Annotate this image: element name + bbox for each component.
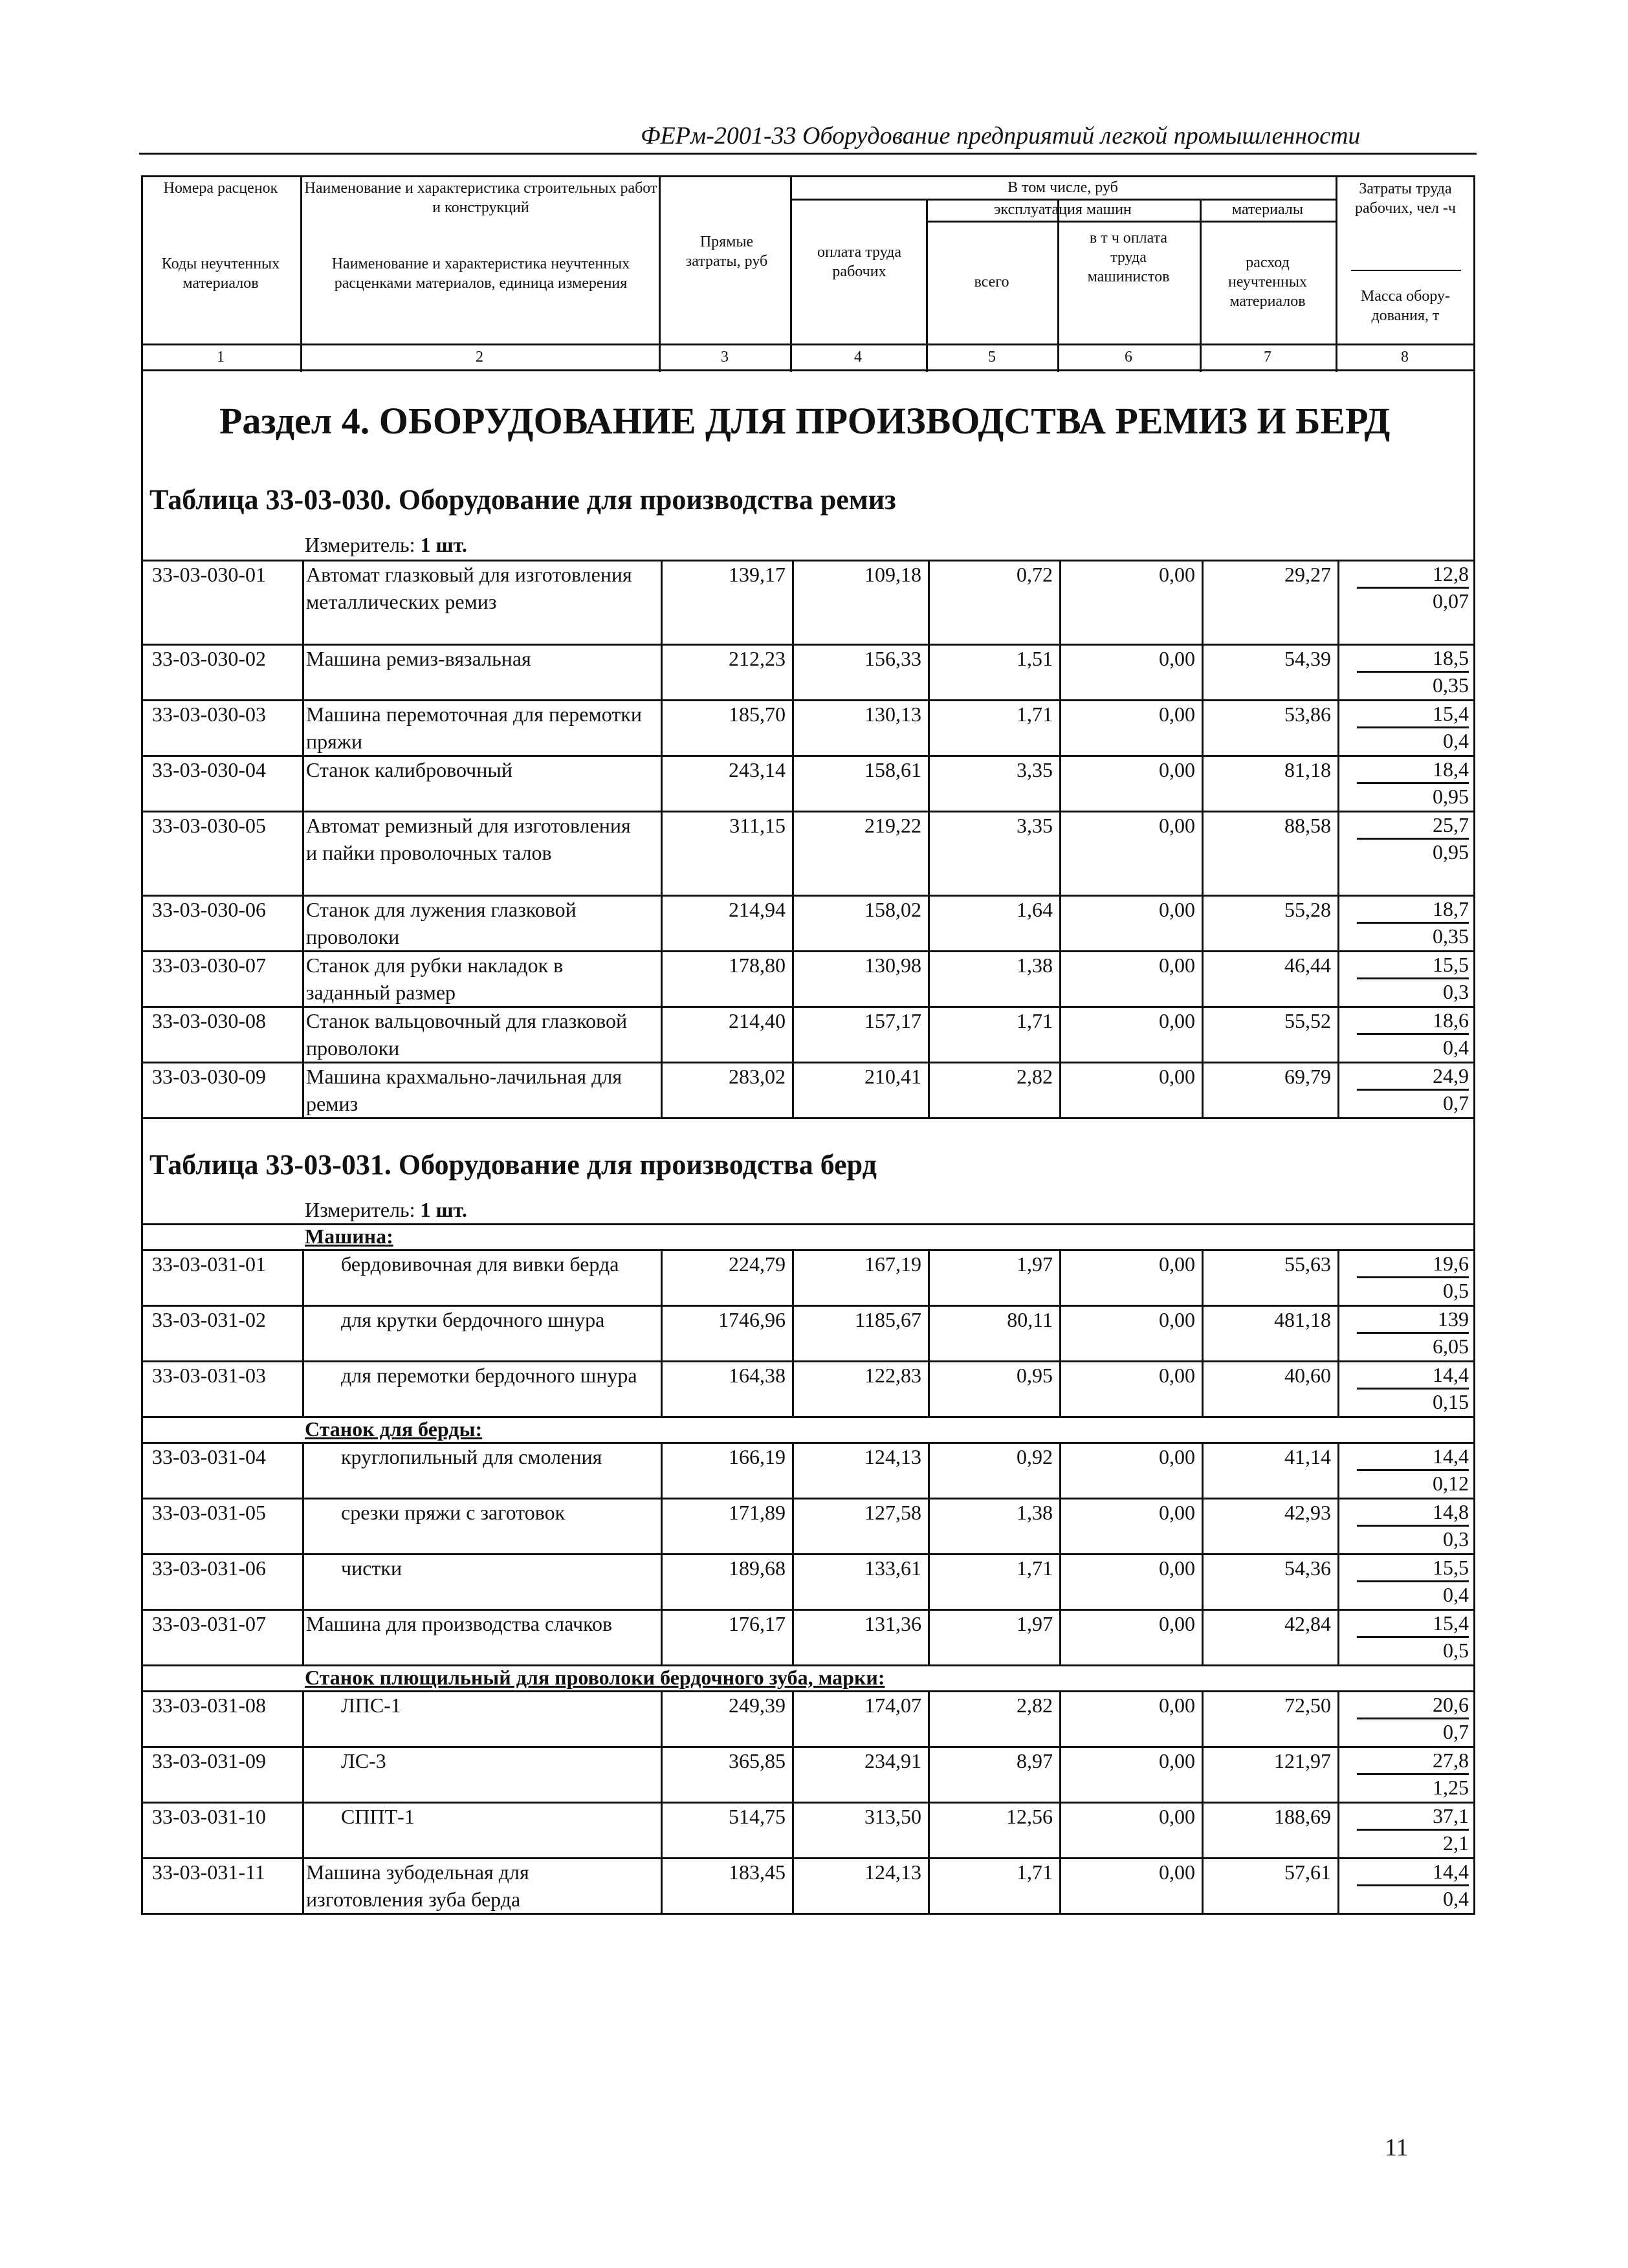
row-labor: 127,58 (864, 1501, 921, 1524)
unit-value: 1 шт. (420, 1198, 467, 1221)
header-bottom-border (141, 343, 1475, 345)
cell-divider (1337, 1609, 1339, 1664)
row-equipment-mass: 0,4 (1443, 729, 1469, 752)
row-equipment-mass: 0,5 (1443, 1279, 1469, 1302)
row-machines: 1,71 (1017, 1860, 1053, 1884)
row-labor: 313,50 (864, 1805, 921, 1828)
cell-divider (1337, 1442, 1339, 1498)
header-left-border (141, 175, 143, 372)
cell-divider (1337, 1553, 1339, 1609)
col2-bottom-label: Наименование и характеристика неучтенных расценками материалов, единица измерения (331, 256, 630, 292)
row-direct: 164,38 (729, 1364, 786, 1387)
row-labor-hours: 24,9 (1357, 1063, 1469, 1091)
row-code: 33-03-030-04 (152, 758, 266, 781)
row-labor-hours: 15,5 (1357, 952, 1469, 979)
row-name: Станок для лужения глазковой проволоки (306, 898, 577, 948)
table-body (141, 372, 1475, 1915)
col-number: 4 (854, 349, 862, 365)
cell-divider (1337, 1857, 1339, 1913)
row-labor: 234,91 (864, 1749, 921, 1772)
row-labor: 158,02 (864, 898, 921, 921)
cell-divider (302, 1609, 304, 1664)
row-direct: 189,68 (729, 1556, 786, 1580)
unit-label: Измеритель: (305, 533, 421, 556)
row-labor: 122,83 (864, 1364, 921, 1387)
row-labor-hours: 18,7 (1357, 896, 1469, 924)
row-name: Станок для рубки накладок в заданный размер (306, 954, 564, 1004)
row-materials: 55,63 (1284, 1252, 1331, 1276)
row-machines: 2,82 (1017, 1065, 1053, 1088)
group-label: Машина: (305, 1225, 393, 1248)
row-materials: 55,28 (1284, 898, 1331, 921)
row-code: 33-03-030-06 (152, 898, 266, 921)
row-materials: 72,50 (1284, 1694, 1331, 1717)
row-equipment-mass: 0,15 (1433, 1390, 1469, 1413)
row-code: 33-03-030-01 (152, 563, 266, 586)
row-equipment-mass: 0,95 (1433, 785, 1469, 808)
row-name: Машина перемоточная для перемотки пряжи (306, 703, 642, 753)
row-equipment-mass: 0,95 (1433, 840, 1469, 864)
row-direct: 139,17 (729, 563, 786, 586)
section-title: Раздел 4. ОБОРУДОВАНИЕ ДЛЯ ПРОИЗВОДСТВА РЕМИЗ И БЕРД (219, 400, 1391, 442)
unit-value: 1 шт. (420, 533, 467, 556)
row-equipment-mass: 0,4 (1443, 1583, 1469, 1606)
row-direct: 249,39 (729, 1694, 786, 1717)
row-machines: 1,64 (1017, 898, 1053, 921)
cell-divider (302, 560, 304, 644)
row-materials: 53,86 (1284, 703, 1331, 726)
col4-label: оплата труда рабочих (817, 244, 902, 280)
cell-divider (1337, 1802, 1339, 1857)
cell-divider (302, 1802, 304, 1857)
col-divider (659, 175, 661, 372)
row-labor-hours: 139 (1357, 1306, 1469, 1334)
row-labor: 130,98 (864, 954, 921, 977)
row-labor: 124,13 (864, 1860, 921, 1884)
row-labor: 131,36 (864, 1612, 921, 1635)
row-labor: 210,41 (864, 1065, 921, 1088)
cell-divider (302, 895, 304, 950)
unit-label: Измеритель: (305, 1198, 421, 1221)
row-labor-hours: 15,5 (1357, 1554, 1469, 1582)
col-number: 6 (1125, 349, 1132, 365)
row-direct: 514,75 (729, 1805, 786, 1828)
group-label: Станок плющильный для проволоки бердочного зуба, марки: (305, 1666, 885, 1689)
row-labor-hours: 14,4 (1357, 1859, 1469, 1886)
row-materials: 481,18 (1274, 1308, 1331, 1331)
row-machine-labor: 0,00 (1159, 1308, 1195, 1331)
row-name: Машина для производства слачков (306, 1612, 613, 1635)
cell-divider (1337, 895, 1339, 950)
row-machine-labor: 0,00 (1159, 814, 1195, 837)
row-direct: 311,15 (729, 814, 786, 837)
row-direct: 243,14 (729, 758, 786, 781)
row-machines: 1,71 (1017, 703, 1053, 726)
row-name: Станок вальцовочный для глазковой проволоки (306, 1009, 628, 1060)
row-machines: 0,95 (1017, 1364, 1053, 1387)
row-materials: 81,18 (1284, 758, 1331, 781)
row-name: Машина крахмально-лачильная для ремиз (306, 1065, 622, 1115)
row-labor-hours: 18,5 (1357, 645, 1469, 673)
row-labor: 219,22 (864, 814, 921, 837)
col5-label: всего (974, 274, 1009, 290)
cell-divider (1337, 950, 1339, 1006)
row-materials: 46,44 (1284, 954, 1331, 977)
row-direct: 283,02 (729, 1065, 786, 1088)
row-machine-labor: 0,00 (1159, 1612, 1195, 1635)
table-end-line (143, 1117, 1475, 1119)
row-materials: 55,52 (1284, 1009, 1331, 1032)
row-labor-hours: 18,6 (1357, 1007, 1469, 1035)
row-equipment-mass: 0,12 (1433, 1472, 1469, 1495)
col-number: 2 (476, 349, 483, 365)
row-machine-labor: 0,00 (1159, 1694, 1195, 1717)
row-machines: 0,92 (1017, 1445, 1053, 1468)
row-direct: 214,94 (729, 898, 786, 921)
row-direct: 178,80 (729, 954, 786, 977)
row-labor-hours: 19,6 (1357, 1250, 1469, 1278)
row-machine-labor: 0,00 (1159, 1445, 1195, 1468)
row-labor: 1185,67 (855, 1308, 921, 1331)
cell-divider (1337, 644, 1339, 699)
col-divider (1057, 200, 1059, 372)
group-divider (926, 221, 1336, 223)
row-labor: 133,61 (864, 1556, 921, 1580)
row-name: срезки пряжи с заготовок (341, 1501, 566, 1524)
cell-divider (302, 1498, 304, 1553)
cell-divider (302, 1249, 304, 1305)
row-labor-hours: 14,4 (1357, 1362, 1469, 1390)
row-equipment-mass: 0,7 (1443, 1720, 1469, 1743)
row-labor-hours: 14,4 (1357, 1443, 1469, 1471)
row-equipment-mass: 0,5 (1443, 1639, 1469, 1662)
row-equipment-mass: 0,3 (1443, 1527, 1469, 1551)
title-rule (139, 153, 1477, 155)
row-machine-labor: 0,00 (1159, 1252, 1195, 1276)
cell-divider (1337, 1360, 1339, 1416)
row-materials: 54,39 (1284, 647, 1331, 670)
row-materials: 57,61 (1284, 1860, 1331, 1884)
row-direct: 1746,96 (718, 1308, 786, 1331)
row-code: 33-03-031-04 (152, 1445, 266, 1468)
row-code: 33-03-031-09 (152, 1749, 266, 1772)
cell-divider (302, 755, 304, 811)
row-equipment-mass: 1,25 (1433, 1776, 1469, 1799)
row-direct: 365,85 (729, 1749, 786, 1772)
cell-divider (302, 1553, 304, 1609)
row-direct: 171,89 (729, 1501, 786, 1524)
col8-top-label: Затраты труда рабочих, чел -ч (1355, 180, 1456, 217)
row-machines: 1,51 (1017, 647, 1053, 670)
row-code: 33-03-031-07 (152, 1612, 266, 1635)
row-labor-hours: 37,1 (1357, 1803, 1469, 1831)
cell-divider (1337, 1006, 1339, 1062)
cell-divider (302, 1305, 304, 1360)
row-direct: 183,45 (729, 1860, 786, 1884)
table-title: Таблица 33-03-030. Оборудование для производства ремиз (149, 484, 896, 516)
cell-divider (302, 1690, 304, 1746)
numbers-bottom-border (141, 369, 1475, 371)
row-machine-labor: 0,00 (1159, 1749, 1195, 1772)
cell-divider (1337, 1690, 1339, 1746)
row-name: СППТ-1 (341, 1805, 415, 1828)
row-labor-hours: 15,4 (1357, 1610, 1469, 1638)
cell-divider (1337, 1305, 1339, 1360)
row-machines: 0,72 (1017, 563, 1053, 586)
col-number: 5 (988, 349, 996, 365)
col-number: 3 (721, 349, 729, 365)
row-machines: 3,35 (1017, 814, 1053, 837)
row-machine-labor: 0,00 (1159, 758, 1195, 781)
cell-divider (1337, 1498, 1339, 1553)
col-number: 8 (1401, 349, 1409, 365)
row-labor: 158,61 (864, 758, 921, 781)
group-label: В том числе, руб (1007, 179, 1118, 196)
col1-bottom-label: Коды неучтенных материалов (161, 256, 280, 292)
cell-divider (1337, 560, 1339, 644)
row-machines: 1,38 (1017, 954, 1053, 977)
cell-divider (302, 1442, 304, 1498)
row-code: 33-03-031-03 (152, 1364, 266, 1387)
row-labor: 124,13 (864, 1445, 921, 1468)
row-materials: 40,60 (1284, 1364, 1331, 1387)
row-materials: 69,79 (1284, 1065, 1331, 1088)
cell-divider (1337, 699, 1339, 755)
row-labor-hours: 12,8 (1357, 561, 1469, 589)
col-divider (1200, 200, 1202, 372)
row-code: 33-03-031-01 (152, 1252, 266, 1276)
cell-divider (1337, 1249, 1339, 1305)
row-labor-hours: 20,6 (1357, 1692, 1469, 1719)
row-code: 33-03-030-07 (152, 954, 266, 977)
cell-divider (302, 1006, 304, 1062)
row-name: Машина зубодельная для изготовления зуба берда (306, 1860, 529, 1911)
row-direct: 166,19 (729, 1445, 786, 1468)
cell-divider (302, 811, 304, 895)
row-machines: 1,71 (1017, 1009, 1053, 1032)
row-equipment-mass: 0,4 (1443, 1887, 1469, 1910)
materials-label: материалы (1231, 201, 1303, 218)
row-labor: 157,17 (864, 1009, 921, 1032)
row-machines: 1,38 (1017, 1501, 1053, 1524)
header-top-border (141, 175, 1475, 177)
row-machines: 2,82 (1017, 1694, 1053, 1717)
cell-divider (1337, 1746, 1339, 1802)
cell-divider (302, 644, 304, 699)
row-code: 33-03-030-09 (152, 1065, 266, 1088)
table-title: Таблица 33-03-031. Оборудование для производства берд (149, 1149, 877, 1181)
row-direct: 212,23 (729, 647, 786, 670)
page-title: ФЕРм-2001-33 Оборудование предприятий легкой промышленности (641, 122, 1361, 149)
cell-divider (302, 699, 304, 755)
row-machine-labor: 0,00 (1159, 1805, 1195, 1828)
cell-divider (302, 1360, 304, 1416)
row-labor: 130,13 (864, 703, 921, 726)
c8-divider (1351, 270, 1461, 271)
row-machine-labor: 0,00 (1159, 1501, 1195, 1524)
row-name: Автомат ремизный для изготовления и пайки проволочных талов (306, 814, 631, 864)
row-name: для перемотки бердочного шнура (341, 1364, 637, 1387)
cell-divider (302, 950, 304, 1006)
row-materials: 41,14 (1284, 1445, 1331, 1468)
row-code: 33-03-030-08 (152, 1009, 266, 1032)
row-machines: 1,97 (1017, 1252, 1053, 1276)
row-name: Станок калибровочный (306, 758, 512, 781)
row-materials: 188,69 (1274, 1805, 1331, 1828)
row-name: Автомат глазковый для изготовления металлических ремиз (306, 563, 632, 613)
row-materials: 88,58 (1284, 814, 1331, 837)
row-machine-labor: 0,00 (1159, 1009, 1195, 1032)
row-machines: 1,97 (1017, 1612, 1053, 1635)
row-direct: 224,79 (729, 1252, 786, 1276)
row-materials: 42,84 (1284, 1612, 1331, 1635)
page-number: 11 (1385, 2134, 1409, 2161)
col-number: 1 (217, 349, 225, 365)
row-equipment-mass: 0,35 (1433, 673, 1469, 697)
row-machine-labor: 0,00 (1159, 1860, 1195, 1884)
row-name: для крутки бердочного шнура (341, 1308, 605, 1331)
row-labor: 167,19 (864, 1252, 921, 1276)
col3-label: Прямые затраты, руб (685, 234, 768, 270)
row-labor: 109,18 (864, 563, 921, 586)
row-materials: 54,36 (1284, 1556, 1331, 1580)
row-name: бердовивочная для вивки берда (341, 1252, 619, 1276)
row-code: 33-03-030-05 (152, 814, 266, 837)
cell-divider (1337, 1062, 1339, 1117)
cell-divider (302, 1062, 304, 1117)
header-right-border (1473, 175, 1475, 372)
col7-label: расход неучтенных материалов (1228, 254, 1307, 310)
row-code: 33-03-030-03 (152, 703, 266, 726)
row-equipment-mass: 0,35 (1433, 924, 1469, 948)
row-machine-labor: 0,00 (1159, 647, 1195, 670)
row-name: круглопильный для смоления (341, 1445, 602, 1468)
row-equipment-mass: 0,3 (1443, 980, 1469, 1003)
unit-line (305, 531, 467, 558)
row-materials: 29,27 (1284, 563, 1331, 586)
col-divider (1336, 175, 1337, 372)
row-machine-labor: 0,00 (1159, 703, 1195, 726)
col-divider (790, 175, 792, 372)
cell-divider (302, 1857, 304, 1913)
row-equipment-mass: 0,07 (1433, 589, 1469, 613)
cell-divider (302, 1746, 304, 1802)
row-direct: 214,40 (729, 1009, 786, 1032)
row-labor: 174,07 (864, 1694, 921, 1717)
row-machines: 3,35 (1017, 758, 1053, 781)
col8-bottom-label: Масса обору-дования, т (1360, 288, 1451, 324)
row-code: 33-03-031-06 (152, 1556, 266, 1580)
row-name: чистки (341, 1556, 402, 1580)
row-materials: 42,93 (1284, 1501, 1331, 1524)
column-header (141, 175, 1475, 365)
cell-divider (1337, 811, 1339, 895)
row-machines: 1,71 (1017, 1556, 1053, 1580)
row-code: 33-03-031-05 (152, 1501, 266, 1524)
row-code: 33-03-030-02 (152, 647, 266, 670)
row-name: ЛПС-1 (341, 1694, 401, 1717)
row-labor-hours: 14,8 (1357, 1499, 1469, 1527)
unit-line (305, 1196, 467, 1223)
row-name: Машина ремиз-вязальная (306, 647, 531, 670)
row-direct: 176,17 (729, 1612, 786, 1635)
row-machine-labor: 0,00 (1159, 563, 1195, 586)
row-code: 33-03-031-10 (152, 1805, 266, 1828)
row-labor-hours: 25,7 (1357, 812, 1469, 840)
col1-top-label: Номера расценок (163, 180, 278, 197)
col-divider (300, 175, 302, 372)
row-machine-labor: 0,00 (1159, 954, 1195, 977)
row-equipment-mass: 6,05 (1433, 1335, 1469, 1358)
col6-label: в т ч оплата труда машинистов (1087, 230, 1170, 285)
row-equipment-mass: 0,7 (1443, 1091, 1469, 1115)
row-equipment-mass: 0,4 (1443, 1036, 1469, 1059)
row-materials: 121,97 (1274, 1749, 1331, 1772)
col2-top-label: Наименование и характеристика строительных работ и конструкций (304, 180, 657, 216)
row-labor-hours: 27,8 (1357, 1747, 1469, 1775)
row-machines: 80,11 (1007, 1308, 1053, 1331)
row-machine-labor: 0,00 (1159, 1556, 1195, 1580)
row-name: ЛС-3 (341, 1749, 386, 1772)
row-machine-labor: 0,00 (1159, 1364, 1195, 1387)
row-code: 33-03-031-08 (152, 1694, 266, 1717)
row-labor-hours: 18,4 (1357, 756, 1469, 784)
row-machines: 12,56 (1006, 1805, 1053, 1828)
row-equipment-mass: 2,1 (1443, 1831, 1469, 1855)
exploit-label: эксплуатация машин (994, 201, 1132, 218)
row-labor-hours: 15,4 (1357, 701, 1469, 728)
row-machine-labor: 0,00 (1159, 898, 1195, 921)
row-machine-labor: 0,00 (1159, 1065, 1195, 1088)
row-code: 33-03-031-11 (152, 1860, 265, 1884)
col-number: 7 (1264, 349, 1271, 365)
row-code: 33-03-031-02 (152, 1308, 266, 1331)
row-machines: 8,97 (1017, 1749, 1053, 1772)
group-label: Станок для берды: (305, 1417, 483, 1441)
cell-divider (1337, 755, 1339, 811)
row-labor: 156,33 (864, 647, 921, 670)
row-direct: 185,70 (729, 703, 786, 726)
